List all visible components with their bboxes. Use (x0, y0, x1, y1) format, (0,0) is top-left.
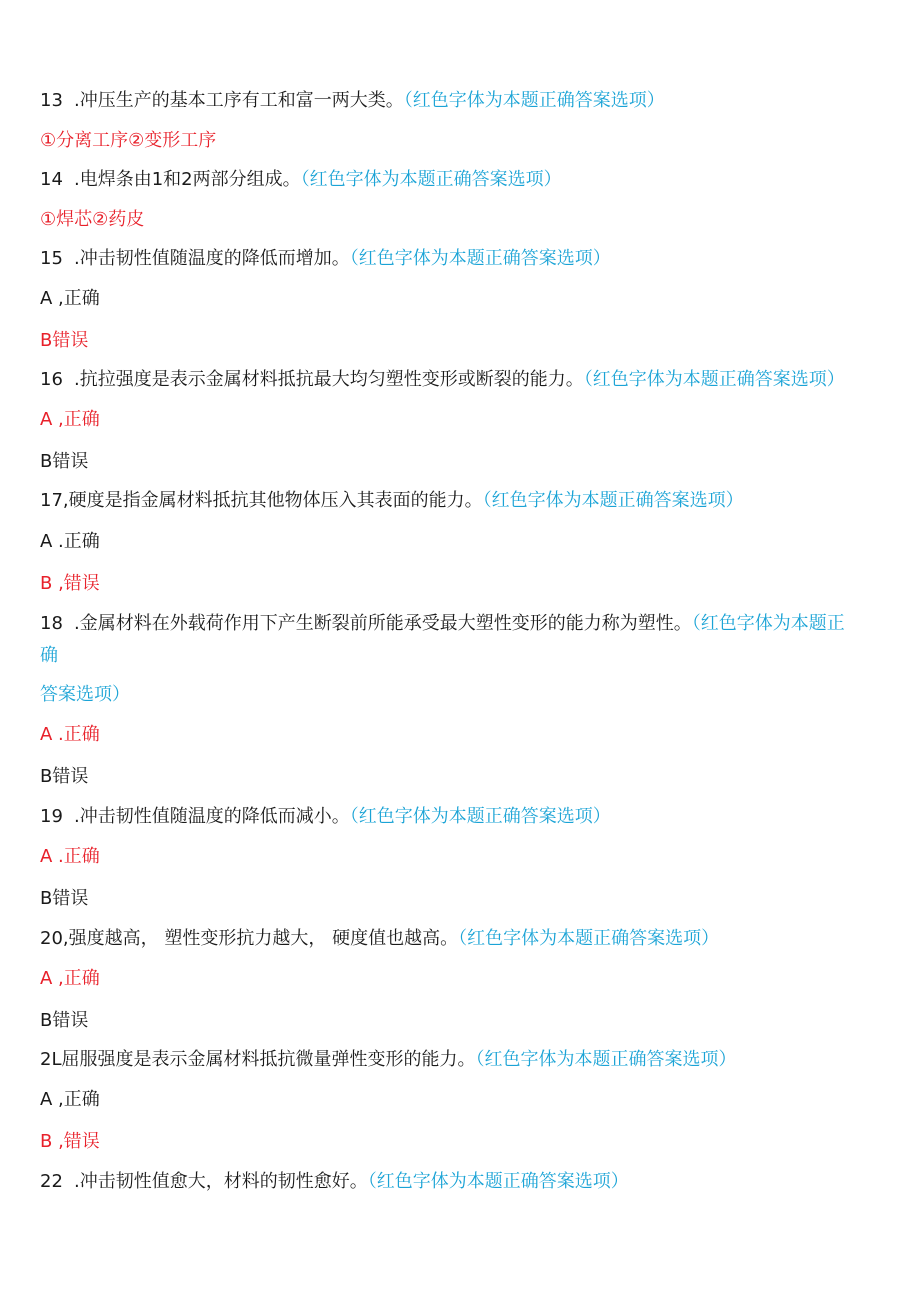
question-number: 14 (40, 169, 63, 190)
option-b: B ,错误 (40, 573, 100, 594)
question-text: .冲击韧性值愈大，材料的韧性愈好。 (74, 1171, 368, 1192)
answer-note-wrap: 确 (40, 645, 58, 666)
question-number: 13 (40, 90, 63, 111)
answer-note: （红色字体为本题正确答案选项） (349, 248, 611, 269)
question-number: 18 (40, 613, 63, 634)
option-a: A .正确 (40, 724, 100, 745)
question-17 (40, 490, 744, 512)
question-20 (40, 928, 719, 950)
option-a: A .正确 (40, 846, 100, 867)
answer-note: （红色字体为本题正确答案选项） (300, 169, 562, 190)
question-number: 15 (40, 248, 63, 269)
question-14 (40, 169, 562, 191)
question-number: 19 (40, 806, 63, 827)
question-text: 17,硬度是指金属材料抵抗其他物体压入其表面的能力。 (40, 490, 483, 511)
question-22 (40, 1171, 629, 1193)
question-text: .抗拉强度是表示金属材料抵抗最大均匀塑性变形或断裂的能力。 (74, 369, 584, 390)
option-b: B错误 (40, 766, 89, 787)
question-text: .冲压生产的基本工序有工和富一两大类。 (74, 90, 404, 111)
question-18 (40, 613, 845, 635)
option-b: B ,错误 (40, 1131, 100, 1152)
answer-13: ①分离工序②变形工序 (40, 130, 217, 151)
question-19 (40, 806, 611, 828)
answer-14: ①焊芯②药皮 (40, 209, 145, 230)
option-b: B错误 (40, 888, 89, 909)
question-13 (40, 90, 665, 112)
option-a: A ,正确 (40, 1089, 100, 1110)
question-16 (40, 369, 845, 391)
question-text: 2L屈服强度是表示金属材料抵抗微量弹性变形的能力。 (40, 1049, 476, 1070)
question-text: 20,强度越高， 塑性变形抗力越大， 硬度值也越高。 (40, 928, 459, 949)
question-15 (40, 248, 611, 270)
option-a: A .正确 (40, 531, 100, 552)
question-text: .金属材料在外载荷作用下产生断裂前所能承受最大塑性变形的能力称为塑性。 (74, 613, 692, 634)
question-text: .冲击韧性值随温度的降低而减小。 (74, 806, 350, 827)
option-b: B错误 (40, 330, 89, 351)
answer-note: （红色字体为本题正确答案选项） (475, 1049, 737, 1070)
answer-note-wrap: 答案选项） (40, 684, 130, 705)
question-number: 22 (40, 1171, 63, 1192)
answer-note: （红色字体为本题正确答案选项） (403, 90, 665, 111)
option-a: A ,正确 (40, 409, 100, 430)
question-text: .冲击韧性值随温度的降低而增加。 (74, 248, 350, 269)
answer-note: （红色字体为本题正确答案选项） (482, 490, 744, 511)
option-a: A ,正确 (40, 288, 100, 309)
question-number: 16 (40, 369, 63, 390)
option-b: B错误 (40, 451, 89, 472)
answer-note: （红色字体为本题正确答案选项） (367, 1171, 629, 1192)
option-b: B错误 (40, 1010, 89, 1031)
question-text: .电焊条由1和2两部分组成。 (74, 169, 301, 190)
answer-note: （红色字体为本题正 (691, 613, 845, 634)
option-a: A ,正确 (40, 968, 100, 989)
answer-note: （红色字体为本题正确答案选项） (583, 369, 845, 390)
answer-note: （红色字体为本题正确答案选项） (458, 928, 720, 949)
question-21 (40, 1049, 736, 1071)
answer-note: （红色字体为本题正确答案选项） (349, 806, 611, 827)
